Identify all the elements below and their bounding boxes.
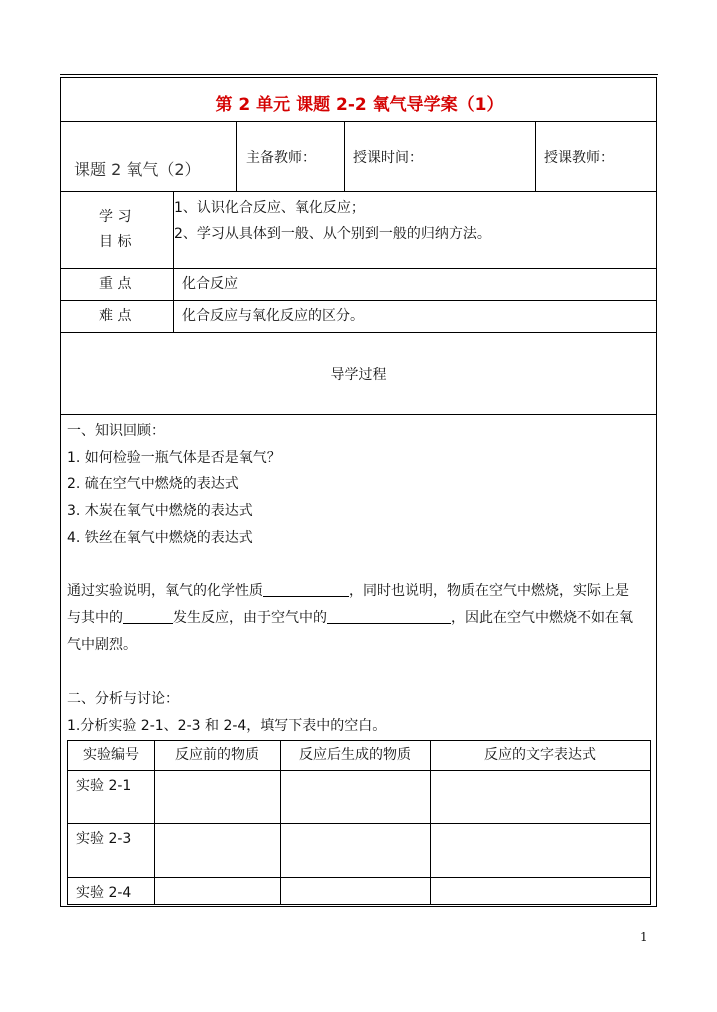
analysis-heading: 二、分析与讨论： — [67, 691, 179, 707]
col-divider — [344, 121, 345, 191]
review-question: 1. 如何检验一瓶气体是否是氧气？ — [67, 450, 281, 466]
page-number: 1 — [640, 930, 648, 944]
fill-blank[interactable] — [327, 609, 451, 624]
main-teacher-label: 主备教师： — [246, 150, 316, 166]
para-text: 发生反应，由于空气中的 — [173, 610, 327, 626]
page-title: 第 2 单元 课题 2-2 氧气导学案（1） — [215, 95, 504, 115]
difficulty-value: 化合反应与氧化反应的区分。 — [182, 308, 364, 324]
class-teacher-label: 授课教师： — [544, 150, 614, 166]
review-question: 2. 硫在空气中燃烧的表达式 — [67, 476, 239, 492]
worksheet-frame — [60, 77, 657, 907]
lesson-title: 课题 2 氧气（2） — [74, 160, 201, 179]
objective-item: 1、认识化合反应、氧化反应； — [174, 200, 365, 216]
table-row-divider — [68, 770, 650, 771]
difficulty-label: 难 点 — [99, 308, 132, 324]
row-divider — [61, 191, 656, 192]
process-title: 导学过程 — [330, 367, 387, 383]
review-question: 4. 铁丝在氧气中燃烧的表达式 — [67, 530, 253, 546]
row-divider — [61, 332, 656, 333]
table-header: 反应的文字表达式 — [484, 747, 596, 763]
objective-item: 2、学习从具体到一般、从个别到一般的归纳方法。 — [174, 226, 491, 242]
experiment-table — [67, 740, 651, 905]
review-question: 3. 木炭在氧气中燃烧的表达式 — [67, 503, 253, 519]
top-rule — [60, 74, 658, 75]
col-divider — [236, 121, 237, 191]
review-paragraph-line-1 — [67, 582, 629, 600]
para-text: 与其中的 — [67, 610, 123, 626]
para-text: 通过实验说明，氧气的化学性质 — [67, 583, 263, 599]
row-divider — [61, 300, 656, 301]
para-text: ，因此在空气中燃烧不如在氧 — [451, 610, 633, 626]
table-row-label: 实验 2-4 — [76, 885, 132, 901]
objectives-label-2: 目 标 — [99, 234, 132, 250]
key-point-label: 重 点 — [99, 276, 132, 292]
analysis-instruction: 1.分析实验 2-1、2-3 和 2-4，填写下表中的空白。 — [67, 718, 387, 734]
table-header: 反应后生成的物质 — [299, 747, 411, 763]
row-divider — [61, 414, 656, 415]
fill-blank[interactable] — [123, 609, 173, 624]
table-header: 反应前的物质 — [175, 747, 259, 763]
row-divider — [61, 268, 656, 269]
objectives-label-1: 学 习 — [99, 209, 132, 225]
table-row-divider — [68, 877, 650, 878]
key-point-value: 化合反应 — [182, 276, 238, 292]
review-paragraph-line-2 — [67, 609, 633, 627]
row-divider — [61, 121, 656, 122]
fill-blank[interactable] — [263, 582, 349, 597]
table-row-label: 实验 2-3 — [76, 831, 132, 847]
class-time-label: 授课时间： — [353, 150, 423, 166]
col-divider — [535, 121, 536, 191]
table-row-divider — [68, 823, 650, 824]
para-text: ，同时也说明，物质在空气中燃烧，实际上是 — [349, 583, 629, 599]
table-row-label: 实验 2-1 — [76, 778, 132, 794]
review-paragraph-line-3: 气中剧烈。 — [67, 637, 137, 653]
review-heading: 一、知识回顾： — [67, 423, 165, 439]
table-header: 实验编号 — [83, 747, 139, 763]
